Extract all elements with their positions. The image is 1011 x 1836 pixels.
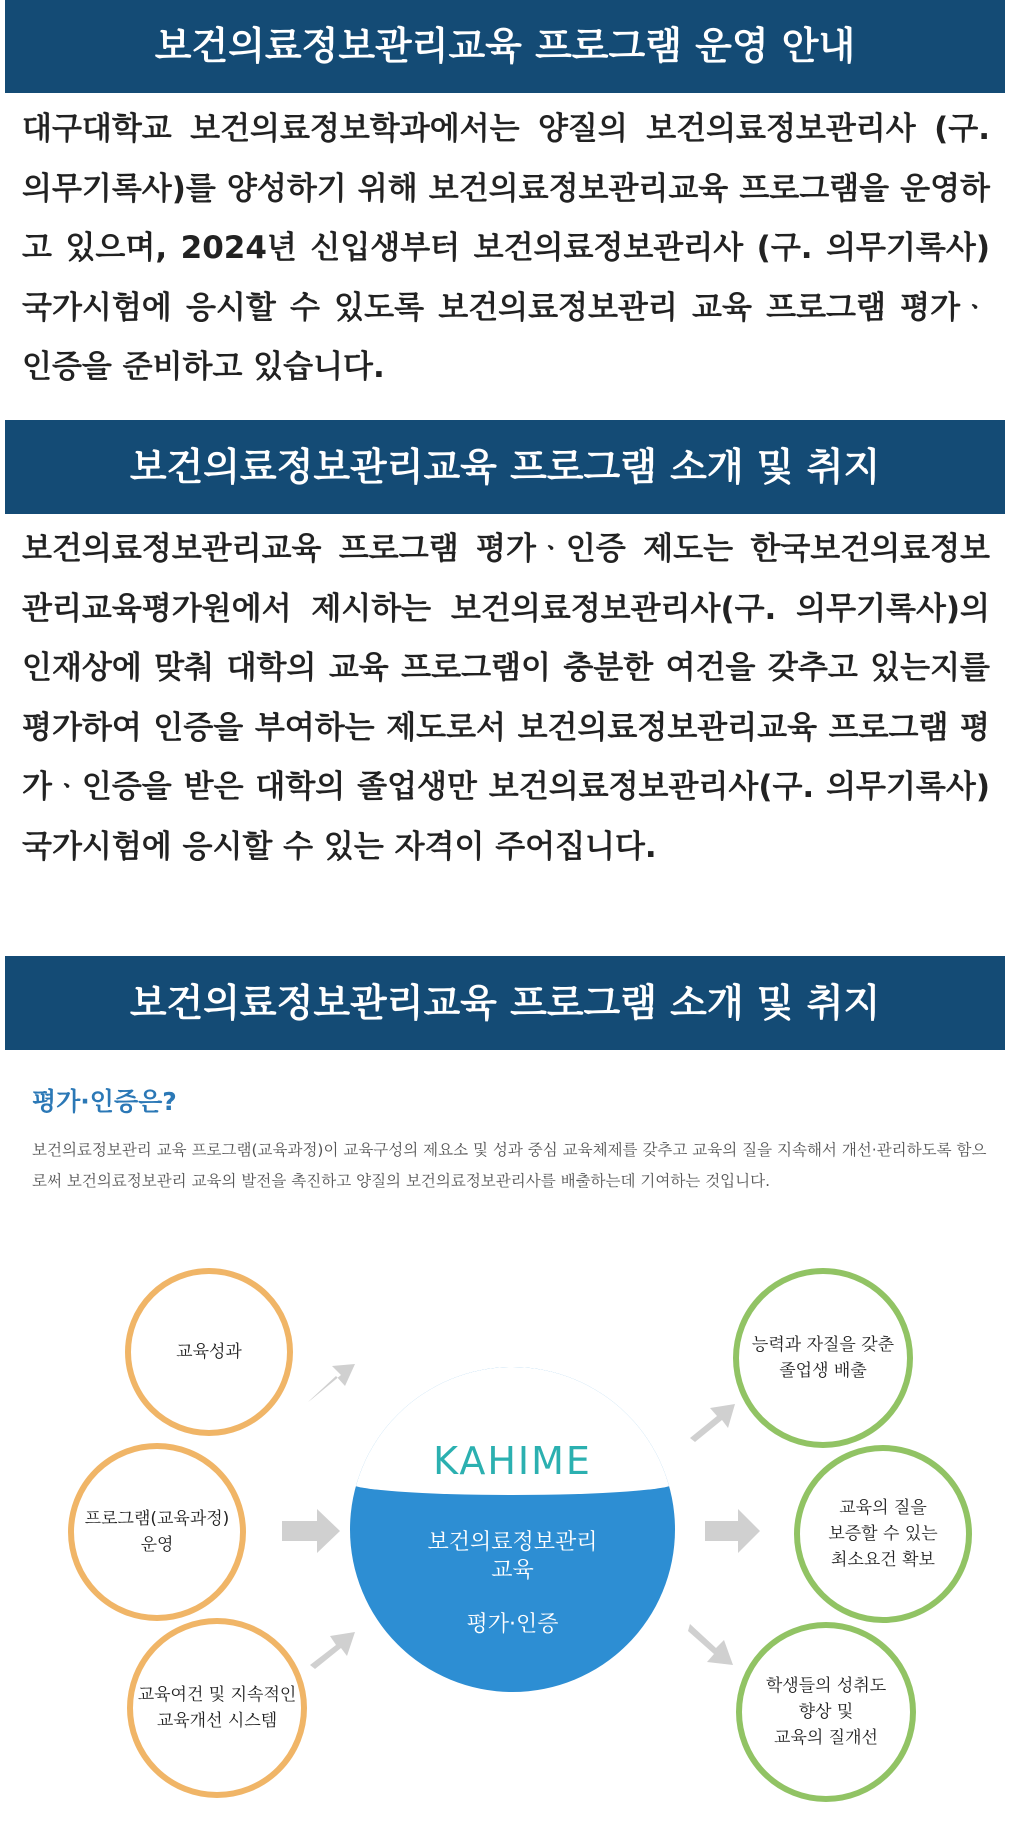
right-circle-label: 교육의 질을 보증할 수 있는 최소요건 확보 bbox=[828, 1498, 938, 1570]
arrow-left-top bbox=[308, 1364, 355, 1402]
arrow-right-middle bbox=[705, 1509, 760, 1553]
left-circle-label: 프로그램(교육과정) 운영 bbox=[84, 1509, 230, 1555]
section-banner-operation: 보건의료정보관리교육 프로그램 운영 안내 bbox=[5, 0, 1005, 93]
center-title: 보건의료정보관리 교육 bbox=[427, 1530, 598, 1583]
purpose-paragraph: 보건의료정보관리교육 프로그램 평가ᆞ인증 제도는 한국보건의료정보관리교육평가원에서 제시하는 보건의료정보관리사(구. 의무기록사)의 인재상에 맞춰 대학의 교육 프로그램이 충분한 여건을 갖추고 있는지를 평가하여 인증을 부여하는 제도로서 보건의료정보관리교육 프로그램 평가ᆞ인증을 받은 대학의 졸업생만 보건의료정보관리사(구. 의무기록사) 국가시험에 응시할 수 있는 자격이 주어집니다. bbox=[22, 531, 990, 865]
left-circle-label: 교육성과 bbox=[176, 1342, 242, 1362]
figure-heading: 평가·인증은? bbox=[32, 1087, 177, 1116]
section-banner-intro: 보건의료정보관리교육 프로그램 소개 및 취지 bbox=[5, 420, 1005, 514]
intro-paragraph: 대구대학교 보건의료정보학과에서는 양질의 보건의료정보관리사 (구. 의무기록사)를 양성하기 위해 보건의료정보관리교육 프로그램을 운영하고 있으며, 2024년 신입생부터 보건의료정보관리사 (구. 의무기록사) 국가시험에 응시할 수 있도록 보건의료정보관리 교육 프로그램 평가ᆞ인증을 준비하고 있습니다. bbox=[22, 111, 990, 386]
arrow-left-middle bbox=[282, 1509, 340, 1553]
arrow-right-bottom bbox=[688, 1624, 733, 1665]
section-banner-figure: 보건의료정보관리교육 프로그램 소개 및 취지 bbox=[5, 956, 1005, 1050]
right-circle-label: 능력과 자질을 갖춘 졸업생 배출 bbox=[751, 1335, 895, 1381]
center-subtitle: 평가·인증 bbox=[466, 1612, 559, 1637]
arrow-right-top bbox=[690, 1404, 735, 1442]
figure-description: 보건의료정보관리 교육 프로그램(교육과정)이 교육구성의 제요소 및 성과 중심 교육체제를 갖추고 교육의 질을 지속해서 개선·관리하도록 함으로써 보건의료정보관리 교육의 발전을 촉진하고 양질의 보건의료정보관리사를 배출하는데 기여하는 것입니다. bbox=[32, 1141, 987, 1190]
arrow-left-bottom bbox=[310, 1632, 355, 1669]
kahime-logo: KAHIME bbox=[433, 1439, 592, 1483]
right-circle-label: 학생들의 성취도 향상 및 교육의 질개선 bbox=[765, 1676, 887, 1748]
left-circle-label: 교육여건 및 지속적인 교육개선 시스템 bbox=[137, 1685, 297, 1731]
center-circle bbox=[350, 1367, 675, 1692]
